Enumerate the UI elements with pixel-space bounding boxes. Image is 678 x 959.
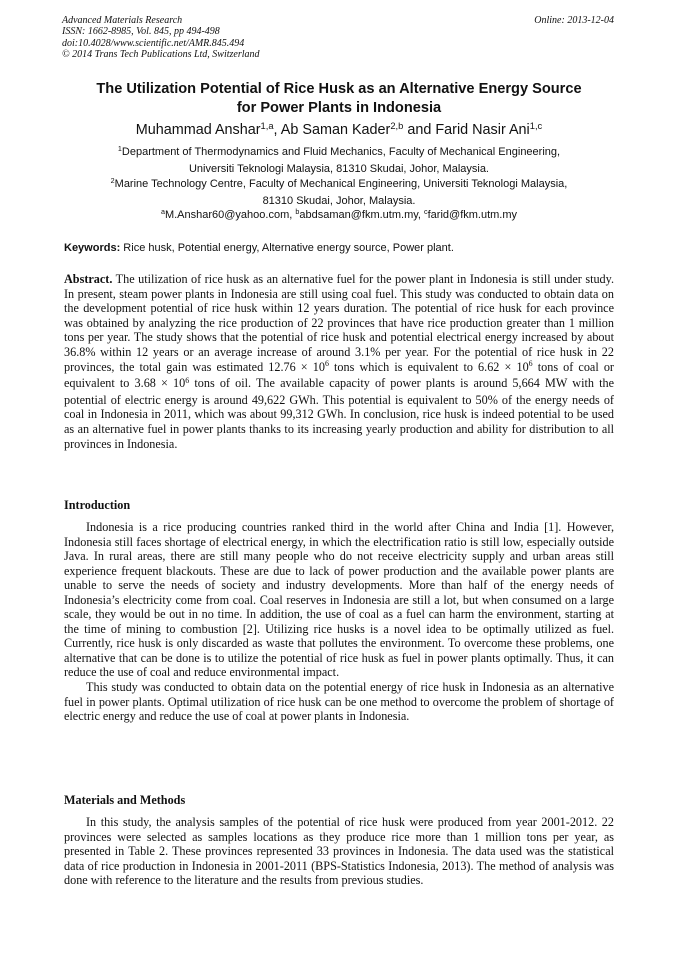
email-link[interactable]: farid@fkm.utm.my [427,209,518,221]
affiliation-2-line-2: 81310 Skudai, Johor, Malaysia. [262,194,416,207]
affiliation-2-line-1 [62,177,616,194]
email-mark: b [295,208,300,217]
author-name: Ab Saman Kader [280,122,391,138]
abstract [64,272,614,451]
affiliation-1-line-1 [62,145,616,162]
author-affiliation-mark: 1,a [260,120,274,131]
materials-methods-body [64,815,614,888]
author-separator: and [403,122,436,138]
abstract-text: tons of oil. The available capacity of power plants is around 5,664 MW with the potential of electric energy is around 49,622 GWh. This potential is equivalent to 50% of the energy needs of coal in Indonesia in 2011, which was about 99,312 GWh. In conclusion, rice husk is indeed potential to be used as an alternative fuel in power plants thanks to its increasing yearly production and ability for distribution to all provinces in Indonesia. [64,376,614,451]
author-affiliation-mark: 1,c [529,120,543,131]
affiliation-1-line-2: Universiti Teknologi Malaysia, 81310 Skudai, Johor, Malaysia. [188,162,489,175]
email-mark: c [424,208,428,217]
abstract-label: Abstract. [64,272,113,286]
affiliation-number: 2 [110,177,115,186]
journal-header [62,15,462,60]
email-mark: a [160,208,165,217]
email-link[interactable]: abdsaman@fkm.utm.my [299,209,418,221]
affiliation-1 [62,145,616,177]
exponent: 6 [324,359,329,369]
abstract-text: tons which is equivalent to 6.62 × 10 [328,359,529,374]
journal-doi: doi:10.4028/www.scientific.net/AMR.845.494 [62,37,245,49]
email-separator: , [417,209,425,221]
section-heading-introduction: Introduction [64,498,131,512]
journal-name: Advanced Materials Research [62,15,183,26]
author-affiliation-mark: 2,b [390,120,404,131]
abstract-text: tons of coal or equivalent to 3.68 × 10 [64,359,614,391]
journal-copyright: © 2014 Trans Tech Publications Ltd, Switzerland [62,48,260,60]
journal-issn: ISSN: 1662-8985, Vol. 845, pp 494-498 [62,26,220,38]
paragraph: Indonesia is a rice producing countries ranked third in the world after China and India [1]. However, Indonesia still faces shortage of electrical energy, in which the electrification ratio is still low, especially outside Java. In rural areas, there are still many people who do not receive electricity supply and urban areas still experience frequent blackouts. These are due to lack of power production and the available power plants are unable to serve the needs of society and industry developments. More than half of the energy needs of Indonesia’s electricity come from coal. Coal reserves in Indonesia are still a lot, but when consumed on a large scale, they would be out in no time. In addition, the use of coal as a fuel can harm the environment, starting at the time of mining to combustion [2]. Utilizing rice husks is a novel idea to be optimally utilized as fuel. Currently, rice husk is only discarded as waste that pollutes the environment. To overcome these problems, one alternative that can be done is to utilize the potential of rice husk as fuel in power plants optimally. Thus, it can reduce the use of coal and reduce environmental impact. [64,520,614,680]
affiliation-text: Department of Thermodynamics and Fluid Mechanics, Faculty of Mechanical Engineering, [121,146,561,158]
affiliation-text: Marine Technology Centre, Faculty of Mechanical Engineering, Universiti Teknologi Malaysia, [114,178,568,190]
affiliation-number: 1 [117,145,122,154]
exponent: 6 [528,359,533,369]
author-emails [62,208,616,224]
author-list [62,121,616,140]
section-heading-materials-methods: Materials and Methods [64,793,186,807]
author-name: Muhammad Anshar [135,122,261,138]
online-date: Online: 2013-12-04 [534,15,614,26]
affiliation-2 [62,177,616,209]
keywords-label: Keywords: [64,242,121,254]
paragraph: In this study, the analysis samples of the potential of rice husk were produced from year 2001-2012. 22 provinces were selected as samples locations as they produce rice more than 1 million tons per year, as presented in Table 2. These provinces represented 33 provinces in Indonesia. The data used was the statistical data of rice production in Indonesia in 2001-2011 (BPS-Statistics Indonesia, 2013). The method of analysis was done with reference to the literature and the results from previous studies. [64,815,614,888]
keywords-text: Rice husk, Potential energy, Alternative energy source, Power plant. [120,242,454,254]
author-name: Farid Nasir Ani [435,122,530,138]
paragraph: This study was conducted to obtain data on the potential energy of rice husk in Indonesia as an alternative fuel in power plants. Optimal utilization of rice husk can be one method to overcome the problem of shortage of electric energy and reduce the use of coal at power plants in Indonesia. [64,680,614,724]
author-separator: , [273,122,281,138]
exponent: 6 [185,375,190,385]
paper-title-line-1: The Utilization Potential of Rice Husk as an Alternative Energy Source [96,81,582,97]
paper-title [62,80,616,118]
keywords [64,241,618,256]
paper-title-line-2: for Power Plants in Indonesia [236,100,442,116]
abstract-text: The utilization of rice husk as an alternative fuel for the power plant in Indonesia is still under study. In present, steam power plants in Indonesia are still using coal fuel. This study was conducted to obtain data on the development potential of rice husk within 12 years duration. The potential of rice husk for each province was obtained by analyzing the rice production of 22 provinces that have rice production greater than 1 million tons per year. The study shows that the potential of rice husk and potential electrical energy increased by about 36.8% within 12 years or an average increase of around 3.1% per year. For the potential of rice husk in 22 provinces, the total gain was estimated 12.76 × 10 [64,272,614,374]
email-link[interactable]: M.Anshar60@yahoo.com [164,209,290,221]
introduction-body [64,520,614,724]
email-separator: , [289,209,296,221]
